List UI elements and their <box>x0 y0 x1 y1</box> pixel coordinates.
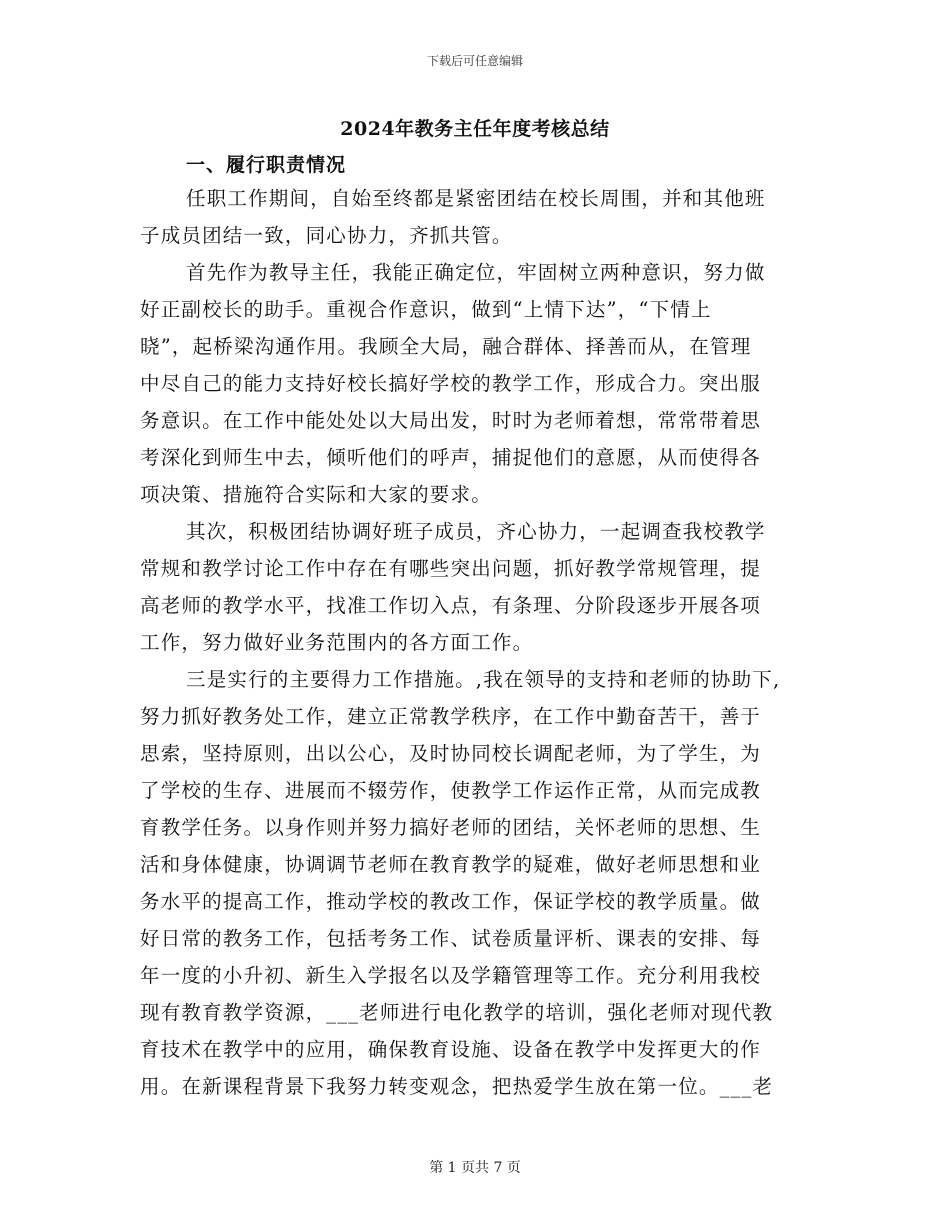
paragraph-line: 活和身体健康，协调调节老师在教育教学的疑难，做好老师思想和业 <box>140 853 762 876</box>
paragraph-line: 年一度的小升初、新生入学报名以及学籍管理等工作。充分利用我校 <box>140 964 762 987</box>
paragraph-line: 项决策、措施符合实际和大家的要求。 <box>140 483 492 506</box>
paragraph-line: 考深化到师生中去，倾听他们的呼声，捕捉他们的意愿，从而使得各 <box>140 446 762 469</box>
paragraph-line: 中尽自己的能力支持好校长搞好学校的教学工作，形成合力。突出服 <box>140 372 762 395</box>
paragraph-line: 育教学任务。以身作则并努力搞好老师的团结，关怀老师的思想、生 <box>140 816 762 839</box>
paragraph-line: 首先作为教导主任，我能正确定位，牢固树立两种意识，努力做 <box>186 261 766 284</box>
paragraph-line: 好日常的教务工作，包括考务工作、试卷质量评析、课表的安排、每 <box>140 927 762 950</box>
paragraph-line: 思索，坚持原则，出以公心，及时协同校长调配老师，为了学生，为 <box>140 742 762 765</box>
paragraph-line: 晓”，起桥梁沟通作用。我顾全大局，融合群体、择善而从，在管理 <box>140 335 752 358</box>
paragraph-line: 好正副校长的助手。重视合作意识，做到“上情下达”，“下情上 <box>140 298 712 321</box>
paragraph-line: 三是实行的主要得力工作措施。,我在领导的支持和老师的协助下, <box>186 668 781 691</box>
paragraph-line: 高老师的教学水平，找准工作切入点，有条理、分阶段逐步开展各项 <box>140 594 762 617</box>
page-footer: 第 1 页共 7 页 <box>429 1160 521 1176</box>
paragraph-line: 用。在新课程背景下我努力转变观念，把热爱学生放在第一位。___老 <box>140 1075 774 1098</box>
paragraph-line: 务水平的提高工作，推动学校的教改工作，保证学校的教学质量。做 <box>140 890 762 913</box>
paragraph-line: 现有教育教学资源，___老师进行电化教学的培训，强化老师对现代教 <box>140 1001 774 1024</box>
paragraph-line: 育技术在教学中的应用，确保教育设施、设备在教学中发挥更大的作 <box>140 1038 762 1061</box>
paragraph-line: 工作，努力做好业务范围内的各方面工作。 <box>140 631 534 654</box>
document-title: 2024年教务主任年度考核总结 <box>340 118 610 140</box>
paragraph-line: 子成员团结一致，同心协力，齐抓共管。 <box>140 224 513 247</box>
paragraph-line: 常规和教学讨论工作中存在有哪些突出问题，抓好教学常规管理，提 <box>140 557 762 580</box>
paragraph-line: 了学校的生存、进展而不辍劳作，使教学工作运作正常，从而完成教 <box>140 779 762 802</box>
paragraph-line: 务意识。在工作中能处处以大局出发，时时为老师着想，常常带着思 <box>140 409 762 432</box>
paragraph-line: 任职工作期间，自始至终都是紧密团结在校长周围，并和其他班 <box>186 187 766 210</box>
paragraph-line: 努力抓好教务处工作，建立正常教学秩序，在工作中勤奋苦干，善于 <box>140 705 762 728</box>
paragraph-line: 其次，积极团结协调好班子成员，齐心协力，一起调查我校教学 <box>186 520 766 543</box>
header-note: 下载后可任意编辑 <box>426 54 523 68</box>
section-heading: 一、履行职责情况 <box>186 154 347 176</box>
